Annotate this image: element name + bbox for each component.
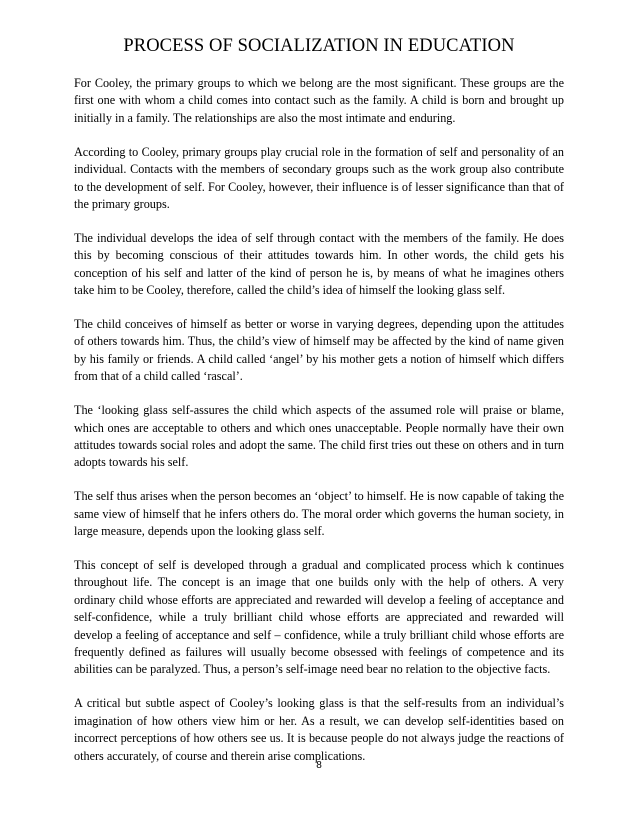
- paragraph-3: The individual develops the idea of self through contact with the members of the family. He does this by becoming conscious of their attitudes towards him. In other words, the child gets his conception of his self and latter of the kind of person he is, by means of what he imagines others take him to be Cooley, therefore, called the child’s idea of himself the looking glass self.: [74, 230, 564, 298]
- paragraph-8: A critical but subtle aspect of Cooley’s looking glass is that the self-results from an individual’s imagination of how others view him or her. As a result, we can develop self-identities based on incorrect perceptions of how others see us. It is because people do not always judge the reactions of others accurately, of course and therein arise complications.: [74, 696, 564, 763]
- paragraph-7: This concept of self is developed through a gradual and complicated process which k continues throughout life. The concept is an image that one builds only with the help of others. A very ordinary child whose efforts are appreciated and rewarded will develop a feeling of acceptance and self-confidence, while a truly brilliant child whose efforts are appreciated and rewarded will develop a feeling of acceptance and self – confidence, while a truly brilliant child whose efforts are frequently defined as failures will usually become obsessed with feelings of competence and its abilities can be paralyzed. Thus, a person’s self-image need bear no relation to the objective facts.: [74, 557, 564, 677]
- document-body: [74, 75, 564, 781]
- page-number: 8: [316, 760, 322, 771]
- paragraph-4: The child conceives of himself as better or worse in varying degrees, depending upon the attitudes of others towards him. Thus, the child’s view of himself may be affected by the kind of name given by his family or friends. A child called ‘angel’ by his mother gets a notion of himself which differs from that of a child called ‘rascal’.: [74, 316, 564, 384]
- page-title: PROCESS OF SOCIALIZATION IN EDUCATION: [123, 36, 515, 56]
- paragraph-6: The self thus arises when the person becomes an ‘object’ to himself. He is now capable of taking the same view of himself that he infers others do. The moral order which governs the human society, in large measure, depends upon the looking glass self.: [74, 489, 564, 539]
- paragraph-1: For Cooley, the primary groups to which we belong are the most significant. These groups are the first one with whom a child comes into contact such as the family. A child is born and brought up initially in a family. The relationships are also the most intimate and enduring.: [74, 76, 564, 125]
- paragraph-2: According to Cooley, primary groups play crucial role in the formation of self and personality of an individual. Contacts with the members of secondary groups such as the work group also contribute to the development of self. For Cooley, however, their influence is of lesser significance than that of the primary groups.: [74, 144, 564, 211]
- paragraph-5: The ‘looking glass self-assures the child which aspects of the assumed role will praise or blame, which ones are acceptable to others and which ones unacceptable. People normally have their own attitudes towards social roles and adopt the same. The child first tries out these on others and in turn adopts towards his self.: [74, 403, 564, 470]
